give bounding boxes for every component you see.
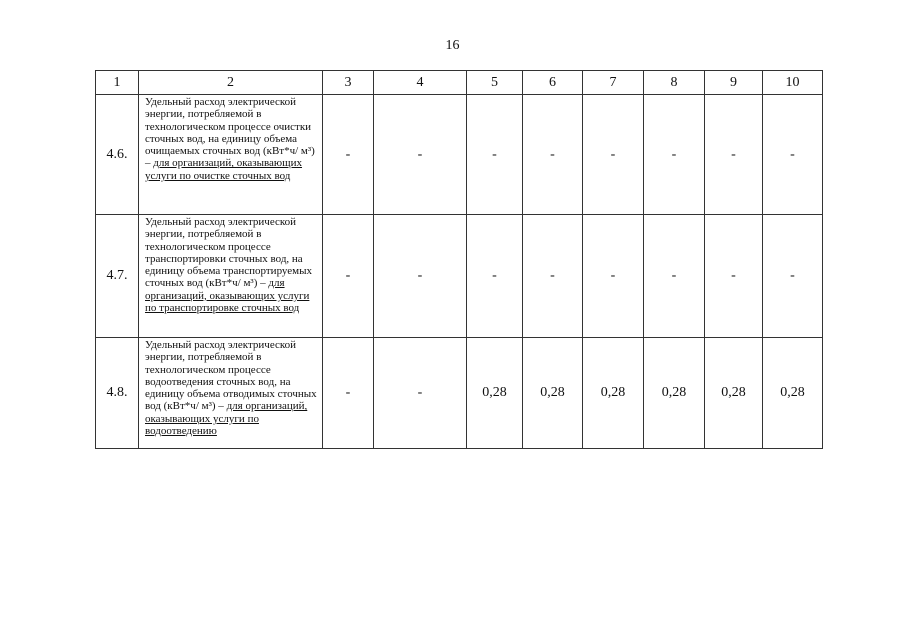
column-header: 7 [583,71,644,95]
column-header: 1 [96,71,139,95]
column-header: 3 [323,71,374,95]
value-cell: 0,28 [705,338,763,449]
row-number: 4.8. [96,338,139,449]
column-header: 8 [644,71,705,95]
value-cell: - [644,95,705,215]
column-header: 4 [374,71,467,95]
value-cell: - [583,95,644,215]
column-header: 9 [705,71,763,95]
value-cell: - [323,338,374,449]
description-text: Удельный расход электрической энергии, потребляемой в технологическом процессе транспортировки сточных вод, на единицу объема транспортируемых сточных вод (кВт*ч/ м³) – [145,216,313,290]
description-text: Удельный расход электрической энергии, потребляемой в технологическом процессе водоотведения сточных вод, на единицу объема отводимых сточных вод (кВт*ч/ м³) – [145,339,317,413]
value-cell: - [705,215,763,338]
row-number: 4.6. [96,95,139,215]
value-cell: - [374,95,467,215]
value-cell: - [763,215,823,338]
indicators-table [95,70,823,449]
table-row [96,95,823,215]
header-row [96,71,823,95]
value-cell: - [374,338,467,449]
value-cell: - [467,95,523,215]
value-cell: - [467,215,523,338]
description-underlined-text: для организаций, оказывающих услуги по водоотведению [145,400,308,438]
column-header: 5 [467,71,523,95]
value-cell: - [705,95,763,215]
column-header: 2 [139,71,323,95]
value-cell: 0,28 [644,338,705,449]
value-cell: - [323,95,374,215]
description-text: Удельный расход электрической энергии, потребляемой в технологическом процессе очистки сточных вод, на единицу объема очищаемых сточных вод (кВт*ч/ м³) – [145,96,315,170]
column-header: 6 [523,71,583,95]
description-underlined-text: для организаций, оказывающих услуги по транспортировке сточных вод [145,277,310,315]
value-cell: - [323,215,374,338]
column-header: 10 [763,71,823,95]
row-description [139,95,323,215]
page-number: 16 [445,38,460,53]
table-row [96,338,823,449]
value-cell: - [523,215,583,338]
table-row [96,215,823,338]
value-cell: - [583,215,644,338]
value-cell: 0,28 [523,338,583,449]
row-description [139,338,323,449]
row-number: 4.7. [96,215,139,338]
value-cell: - [644,215,705,338]
value-cell: - [374,215,467,338]
value-cell: - [763,95,823,215]
value-cell: 0,28 [467,338,523,449]
value-cell: 0,28 [583,338,644,449]
row-description [139,215,323,338]
description-underlined-text: для организаций, оказывающих услуги по очистке сточных вод [145,157,303,182]
value-cell: 0,28 [763,338,823,449]
value-cell: - [523,95,583,215]
